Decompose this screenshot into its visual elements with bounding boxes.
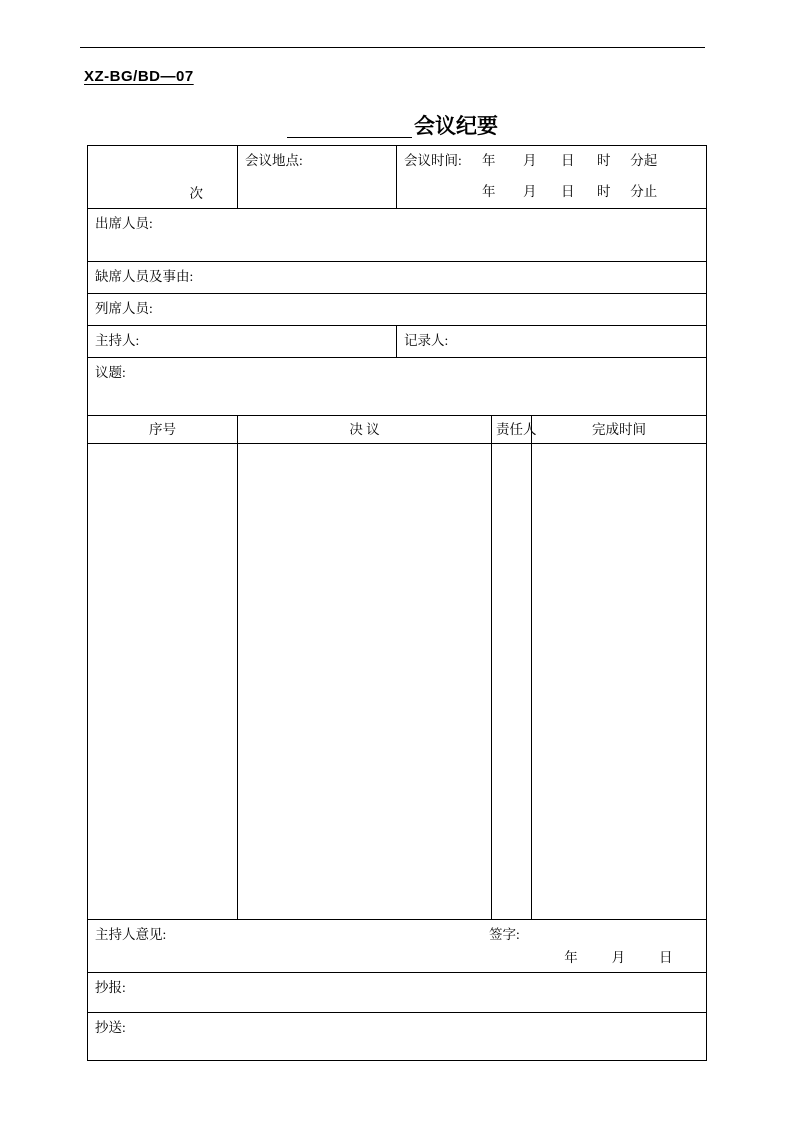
host-opinion-cell[interactable] (88, 920, 707, 973)
meeting-place-cell[interactable] (238, 146, 397, 209)
header-divider (80, 47, 705, 48)
page-title: 会议纪要 (414, 115, 498, 138)
sign-year-label: 年 (564, 949, 578, 965)
resolution-body-text[interactable] (238, 444, 492, 920)
form-row-attendees (88, 209, 707, 262)
start-year-label: 年 (482, 153, 496, 169)
form-row-observers (88, 294, 707, 326)
form-row-host-opinion (88, 920, 707, 973)
attendees-label: 出席人员: (95, 216, 153, 231)
attendees-cell[interactable] (88, 209, 707, 262)
document-code: XZ-BG/BD—07 (84, 68, 194, 85)
form-row-copy-to (88, 1012, 707, 1060)
meeting-minutes-form (87, 145, 707, 1061)
absentees-label: 缺席人员及事由: (95, 269, 194, 284)
end-month-label: 月 (523, 184, 537, 200)
sign-day-label: 日 (659, 949, 673, 965)
title-blank-underline[interactable] (287, 115, 412, 138)
report-to-cell[interactable] (88, 972, 707, 1012)
form-row-topic (88, 358, 707, 416)
start-hour-label: 时 (597, 153, 611, 169)
meeting-number-cell[interactable] (88, 146, 238, 209)
copy-to-label: 抄送: (95, 1019, 126, 1035)
end-minute-label: 分止 (630, 184, 658, 200)
signature-date-row (489, 948, 699, 968)
recorder-label: 记录人: (404, 333, 449, 348)
column-header-seq (88, 416, 238, 444)
host-label: 主持人: (95, 333, 140, 348)
end-year-label: 年 (482, 184, 496, 200)
column-header-deadline (532, 416, 707, 444)
meeting-time-start-row (397, 146, 706, 177)
host-opinion-label: 主持人意见: (95, 927, 167, 943)
signature-block (489, 925, 699, 968)
column-header-deadline-label: 完成时间 (592, 422, 646, 437)
observers-cell[interactable] (88, 294, 707, 326)
column-header-responsible-label: 责任人 (496, 422, 537, 437)
topic-cell[interactable] (88, 358, 707, 416)
resolution-body-deadline[interactable] (532, 444, 707, 920)
resolution-body-row (88, 444, 707, 920)
start-minute-label: 分起 (630, 153, 658, 169)
report-to-label: 抄报: (95, 979, 126, 995)
column-header-seq-label: 序号 (149, 422, 176, 437)
copy-to-cell[interactable] (88, 1012, 707, 1060)
sign-month-label: 月 (611, 949, 626, 965)
signature-label: 签字: (489, 927, 520, 943)
resolution-body-seq[interactable] (88, 444, 238, 920)
topic-label: 议题: (95, 365, 126, 380)
meeting-number-label: 次 (189, 185, 203, 201)
absentees-cell[interactable] (88, 262, 707, 294)
form-row-absentees (88, 262, 707, 294)
column-header-resolution (238, 416, 492, 444)
recorder-cell[interactable] (397, 326, 707, 358)
form-row-host-recorder (88, 326, 707, 358)
observers-label: 列席人员: (95, 301, 153, 316)
column-header-resolution-label: 决 议 (349, 422, 380, 437)
meeting-time-cell[interactable] (397, 146, 707, 209)
host-opinion-inner (95, 925, 699, 968)
start-day-label: 日 (561, 153, 575, 169)
end-hour-label: 时 (597, 184, 611, 200)
column-header-responsible (492, 416, 537, 444)
resolution-body-responsible[interactable] (492, 444, 532, 920)
end-day-label: 日 (561, 184, 575, 200)
document-title-row (80, 108, 705, 138)
resolution-header-row (88, 416, 707, 444)
meeting-time-label: 会议时间: (404, 153, 462, 169)
form-row-report-to (88, 972, 707, 1012)
host-cell[interactable] (88, 326, 397, 358)
meeting-place-label: 会议地点: (245, 153, 303, 168)
meeting-time-end-row (397, 177, 706, 208)
form-row-meeting-header (88, 146, 707, 209)
start-month-label: 月 (523, 153, 537, 169)
